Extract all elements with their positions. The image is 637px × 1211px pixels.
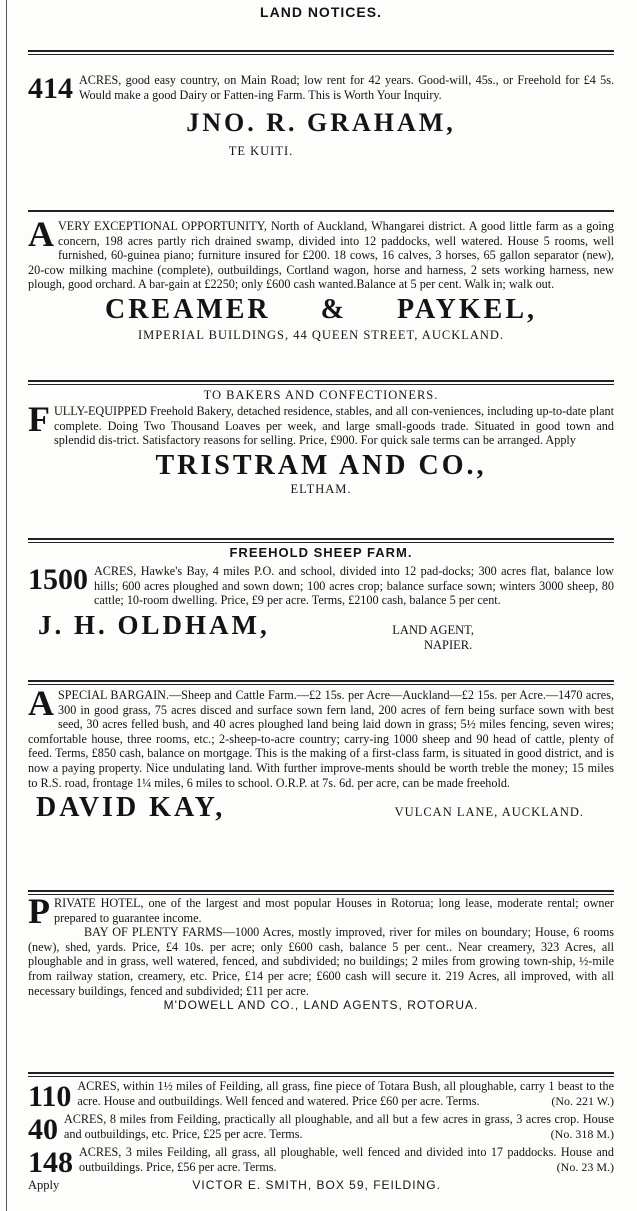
agent-line bbox=[28, 1178, 614, 1193]
ad-text: ACRES, Hawke's Bay, 4 miles P.O. and school, divided into 12 pad-docks; 300 acres flat, balance low hills; 600 acres ploughed and sown down; 100 acres crop; balance surface sown; winters 3000 sheep, 80 cattle; 10-room dwelling. Price, £9 per acre. Terms, £2100 cash, balance 5 per cent. bbox=[94, 564, 614, 608]
agent-name: DAVID KAY, bbox=[36, 792, 226, 824]
ad-text: ACRES, 3 miles Feilding, all grass, all ploughable, well fenced and divided into 17 paddocks. House and outbuildings. Price, £56 per acre. Terms. bbox=[79, 1145, 614, 1174]
ad-graham bbox=[28, 73, 614, 159]
agent-name: VICTOR E. SMITH, BOX 59, FEILDING. bbox=[192, 1178, 441, 1192]
listing-reference: (No. 318 M.) bbox=[550, 1126, 614, 1141]
drop-cap: A bbox=[28, 214, 54, 254]
agent-line bbox=[28, 792, 614, 824]
divider bbox=[28, 1072, 614, 1074]
ad-text: RIVATE HOTEL, one of the largest and most popular Houses in Rotorua; long lease, moderate rental; owner prepared to guarantee income. bbox=[54, 896, 614, 925]
listing-item bbox=[28, 1112, 614, 1145]
apply-label: Apply bbox=[28, 1178, 60, 1192]
divider bbox=[28, 890, 614, 892]
divider bbox=[28, 50, 614, 52]
ad-creamer-paykel bbox=[28, 214, 614, 343]
ad-heading: TO BAKERS AND CONFECTIONERS. bbox=[203, 388, 439, 402]
agent-place: ELTHAM. bbox=[290, 481, 352, 496]
acreage-number: 40 bbox=[28, 1113, 58, 1146]
agent-role bbox=[392, 623, 614, 653]
ad-text: ACRES, good easy country, on Main Road; low rent for 42 years. Good-will, 45s., or Freehold for £4 5s. Would make a good Dairy or Fatten-ing Farm. This is Worth Your Inquiry. bbox=[79, 73, 614, 102]
listing-reference: (No. 23 M.) bbox=[556, 1159, 614, 1174]
acreage-number: 110 bbox=[28, 1080, 72, 1113]
ad-tristram bbox=[28, 388, 614, 497]
ad-text-continued: BAY OF PLENTY FARMS—1000 Acres, mostly improved, river for miles on boundary; House, 6 rooms (new), shed, yards. Price, £4 10s. per acre; only £600 cash, balance 5 per cent.. Near creamery, 323 Acres, all ploughable and in grass, well watered, fenced, and subdivided; no buildings; 2 miles from growing town-ship, ½-mile from railway station, creamery, etc. Price, £14 per acre; £600 cash will secure it. 219 Acres, all improved, with all necessary buildings, fenced and subdivided; £11 per acre. bbox=[28, 925, 614, 998]
agent-place: TE KUITI. bbox=[228, 144, 294, 158]
section-title: LAND NOTICES. bbox=[260, 4, 382, 20]
divider bbox=[28, 380, 614, 382]
agent-address: IMPERIAL BUILDINGS, 44 QUEEN STREET, AUCKLAND. bbox=[137, 327, 505, 342]
drop-cap: A bbox=[28, 683, 54, 723]
agent-line bbox=[28, 610, 614, 653]
column-edge-line bbox=[6, 0, 7, 1211]
listing-item bbox=[28, 1079, 614, 1112]
ad-victor-smith bbox=[28, 1079, 614, 1193]
agent-role-title: LAND AGENT, bbox=[392, 622, 474, 637]
listing-reference: (No. 221 W.) bbox=[551, 1093, 614, 1108]
agent-name: CREAMER & PAYKEL, bbox=[104, 293, 537, 325]
divider bbox=[28, 210, 614, 212]
divider bbox=[28, 538, 614, 540]
acreage-number: 414 bbox=[28, 72, 73, 105]
ad-text: ULLY-EQUIPPED Freehold Bakery, detached residence, stables, and all con-veniences, including up-to-date plant complete. Doing Two Thousand Loaves per week, and large small-goods trade. Situated in good town and splendid dis-trict. Satisfactory reasons for selling. Price, £900. For quick sale terms can be arranged. Apply bbox=[54, 404, 614, 448]
ad-mdowell bbox=[28, 891, 614, 1013]
agent-place: NAPIER. bbox=[424, 637, 473, 652]
ad-text: VERY EXCEPTIONAL OPPORTUNITY, North of Auckland, Whangarei district. A good little farm as a going concern, 198 acres partly rich drained swamp, divided into 12 paddocks, well watered. House 5 rooms, well furnished, 60-guinea piano; furniture insured for £200. 18 cows, 16 calves, 3 horses, 65 gallon separator (new), 20-cow milking machine (complete), outbuildings, Cortland wagon, horse and harness, 2 sets working harness, new plough, good orchard. A bar-gain at £2250; only £600 cash wanted.Balance at 5 per cent. Walk in; walk out. bbox=[28, 219, 614, 292]
ad-text: ACRES, 8 miles from Feilding, practically all ploughable, and all but a few acres in grass, 3 acres crop. House and outbuildings, etc. Price, £25 per acre. Terms. bbox=[64, 1112, 614, 1141]
drop-cap: P bbox=[28, 891, 50, 931]
agent-name: TRISTRAM AND CO., bbox=[155, 449, 487, 481]
divider bbox=[28, 680, 614, 682]
ad-heading: FREEHOLD SHEEP FARM. bbox=[229, 545, 413, 560]
acreage-number: 148 bbox=[28, 1146, 73, 1179]
listing-item bbox=[28, 1145, 614, 1178]
agent-address: VULCAN LANE, AUCKLAND. bbox=[394, 805, 584, 820]
agent-name: J. H. OLDHAM, bbox=[38, 609, 270, 640]
ad-text: ACRES, within 1½ miles of Feilding, all grass, fine piece of Totara Bush, all ploughable, carry 1 beast to the acre. House and outbuildings. Well fenced and watered. Price £60 per acre. Terms. bbox=[77, 1079, 614, 1108]
ad-david-kay bbox=[28, 683, 614, 824]
ad-text: SPECIAL BARGAIN.—Sheep and Cattle Farm.—£2 15s. per Acre—Auckland—£2 15s. per Acre.—1470 acres, 300 in good grass, 75 acres disced and surface sown fern land, 200 acres of fern being surface sown with best seed, 30 acres felled bush, and 40 acres ploughed land being laid down in grass; 5½ miles fencing, seven wires; comfortable house, three rooms, etc.; 2-sheep-to-acre country; carry-ing 1000 sheep and 90 head of cattle, plenty of feed. Terms, £850 cash, balance on mortgage. This is the making of a first-class farm, is situated in good district, and is now a paying property. Nice undulating land. With further improve-ments should be worth treble the money; 15 miles to R.S. road, frontage 1¼ miles, 6 miles to school. O.R.P. at 7s. 6d. per acre, can be made freehold. bbox=[28, 688, 614, 790]
acreage-number: 1500 bbox=[28, 563, 88, 596]
agent-name: JNO. R. GRAHAM, bbox=[186, 108, 456, 137]
drop-cap: F bbox=[28, 399, 50, 439]
ad-oldham bbox=[28, 545, 614, 653]
agent-name: M'DOWELL AND CO., LAND AGENTS, ROTORUA. bbox=[163, 998, 479, 1013]
